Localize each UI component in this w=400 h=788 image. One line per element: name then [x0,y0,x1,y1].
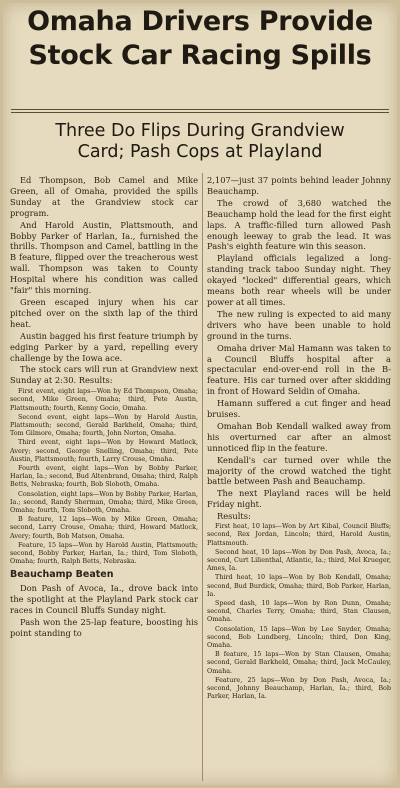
result-entry: Consolation, eight laps—Won by Bobby Parker, Harlan, Ia.; second, Randy Sherman, Omaha; third, Mike Green, Omaha; fourth, Tom Sloboth, Omaha. [10,489,198,515]
column-divider [202,173,203,781]
divider-rule [11,109,389,110]
subheadline-line-1: Three Do Flips During Grandview [55,121,345,141]
divider-rule [11,112,389,113]
body-paragraph: The crowd of 3,680 watched the Beauchamp hold the lead for the first eight laps. A traffic-filled turn allowed Pash enough leeway to grab the lead. It was Pash's eighth feature win this season. [207,197,391,252]
body-paragraph: Omaha driver Mal Hamann was taken to a Council Bluffs hospital after a spectacular end-over-end roll in the B-feature. His car turned over after skidding in front of Howard Seldin of Omaha. [207,342,391,397]
body-paragraph: The stock cars will run at Grandview next Sunday at 2:30. Results: [10,364,198,386]
result-entry: First event, eight laps—Won by Ed Thompson, Omaha; second, Mike Green, Omaha; third, Pete Austin, Plattsmouth; fourth, Kenny Gocio, Omaha. [10,387,198,412]
result-entry: B feature, 12 laps—Won by Mike Green, Omaha; second, Larry Crouse, Omaha; third, Howard Matlock, Avery; fourth, Bob Matson, Omaha. [10,515,198,540]
headline [3,5,397,73]
result-entry: Second heat, 10 laps—Won by Don Pash, Avoca, Ia.; second, Curt Lilienthal, Atlantic, Ia.; third, Mel Krueger, Ames, Ia. [207,547,391,573]
body-paragraph: Ed Thompson, Bob Camel and Mike Green, all of Omaha, provided the spills Sunday at the Grandview stock car program. [10,175,198,218]
headline-line-1: Omaha Drivers Provide [27,6,373,37]
result-entry: Third event, eight laps—Won by Howard Matlock, Avery; second, George Snelling, Omaha; third, Pete Austin, Plattsmouth; fourth, Larry Crouse, Omaha. [10,438,198,463]
body-paragraph: Pash won the 25-lap feature, boosting his point standing to [10,617,198,639]
body-paragraph: Austin bagged his first feature triumph by edging Parker by a yard, repelling every challenge by the Iowa ace. [10,330,198,363]
result-entry: Third heat, 10 laps—Won by Bob Kendall, Omaha; second, Bud Burdick, Omaha; third, Bob Parker, Harlan, Ia. [207,573,391,598]
body-paragraph: Omahan Bob Kendall walked away from his overturned car after an almost unnoticed flip in the feature. [207,420,391,453]
results-heading: Results: [217,511,251,522]
headline-line-2: Stock Car Racing Spills [28,40,372,71]
body-paragraph: Kendall's car turned over while the majority of the crowd watched the tight battle between Pash and Beauchamp. [207,454,391,487]
body-paragraph: And Harold Austin, Plattsmouth, and Bobby Parker of Harlan, Ia., furnished the thrills. Thompson and Camel, battling in the B feature, flipped over the treacherous west wall. Thompson was taken to County Hospital where his condition was called "fair" this morning. [10,219,198,296]
result-entry: Second event, eight laps—Won by Harold Austin, Plattsmouth; second, Gerald Barkheld, Omaha; third, Tom Gilmore, Omaha; fourth, John Norton, Omaha. [10,412,198,438]
subheadline-line-2: Card; Pash Cops at Playland [77,142,323,162]
subheadline [3,121,397,163]
left-column [10,175,198,640]
body-paragraph: Don Pash of Avoca, Ia., drove back into the spotlight at the Playland Park stock car races in Council Bluffs Sunday night. [10,583,198,616]
result-entry: Feature, 25 laps—Won by Don Pash, Avoca, Ia.; second, Johnny Beauchamp, Harlan, Ia.; third, Bob Parker, Harlan, Ia. [207,675,391,701]
newspaper-clipping [3,3,397,785]
result-entry: B feature, 15 laps—Won by Stan Clausen, Omaha; second, Gerald Barkheld, Omaha; third, Jack McCauley, Omaha. [207,650,391,675]
result-entry: Consolation, 15 laps—Won by Lee Snyder, Omaha; second, Bob Lundberg, Lincoln; third, Don King, Omaha. [207,624,391,649]
result-entry: Fourth event, eight laps—Won by Bobby Parker, Harlan, Ia.; second, Bud Altenbrand, Omaha; third, Ralph Betts, Nebraska; fourth, Bob Sloboth, Omaha. [10,464,198,489]
result-entry: Speed dash, 10 laps—Won by Ron Dunn, Omaha; second, Charles Terry, Omaha; third, Stan Clausen, Omaha. [207,598,391,624]
body-paragraph: Playland officials legalized a long-standing track taboo Sunday night. They okayed "locked" differential gears, which means both rear wheels will be under power at all times. [207,253,391,307]
section-subheading: Beauchamp Beaten [10,569,114,581]
result-entry: Feature, 15 laps—Won by Harold Austin, Plattsmouth; second, Bobby Parker, Harlan, Ia.; third, Tom Sloboth, Omaha; fourth, Ralph Betts, Nebraska. [10,540,198,566]
body-paragraph: Green escaped injury when his car pitched over on the sixth lap of the third heat. [10,296,198,329]
body-paragraph: Hamann suffered a cut finger and head bruises. [207,398,391,420]
body-paragraph: The next Playland races will be held Friday night. [207,488,391,510]
body-paragraph: 2,107—just 37 points behind leader Johnny Beauchamp. [207,175,391,196]
body-paragraph: The new ruling is expected to aid many drivers who have been unable to hold ground in the turns. [207,308,391,341]
right-column [207,175,391,701]
result-entry: First heat, 10 laps—Won by Art Kibal, Council Bluffs; second, Rex Jordan, Lincoln; third, Harold Austin, Plattsmouth. [207,522,391,547]
